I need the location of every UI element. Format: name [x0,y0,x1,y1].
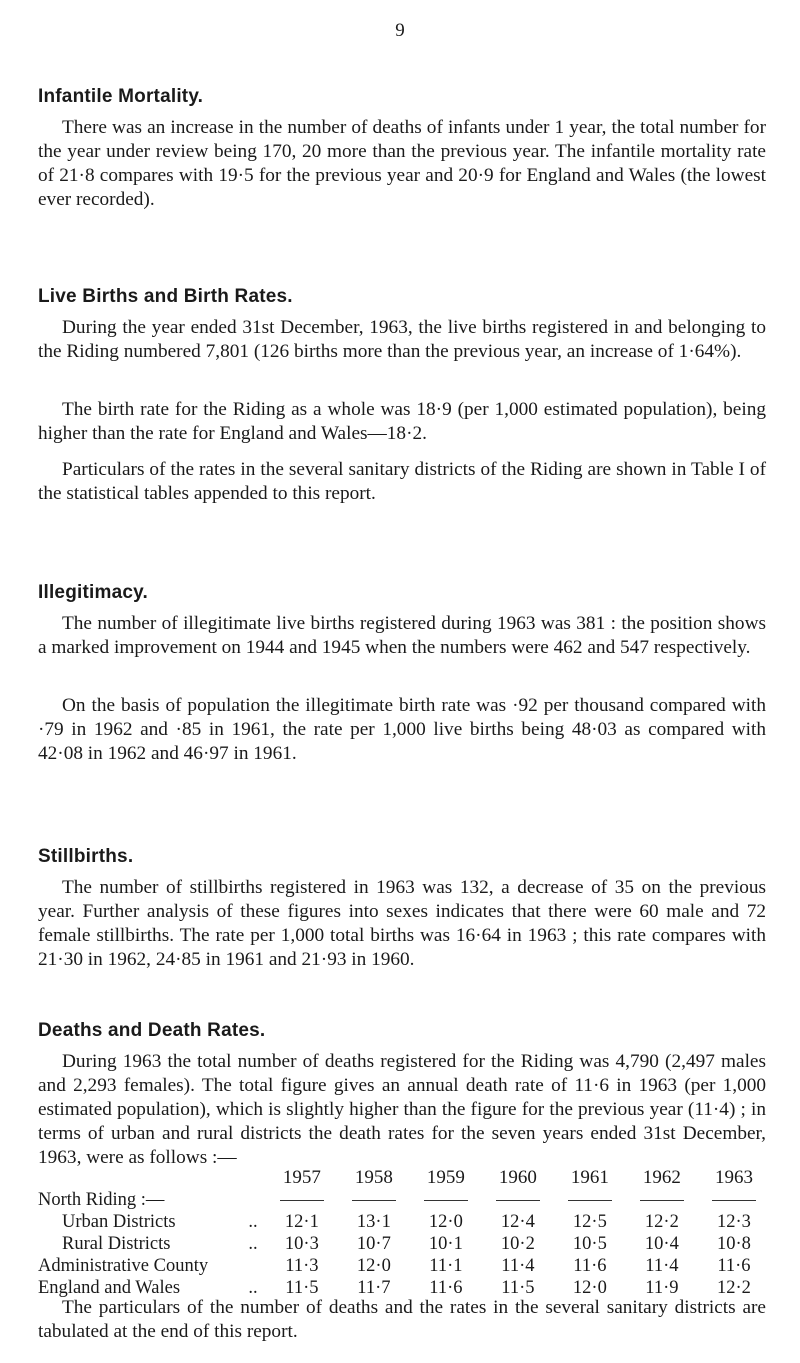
table-cell: 12·0 [572,1278,607,1298]
table-cell: 10·7 [356,1234,391,1254]
table-cell: 10·4 [644,1234,679,1254]
para-live-births-3: Particulars of the rates in the several sanitary districts of the Riding are shown in Table I of the statistical tables appended to this report. [38,459,766,504]
death-rates-table [38,1163,770,1299]
table-cell: 11·4 [501,1256,535,1276]
year-header: 1963 [714,1167,753,1188]
header-rule [482,1189,554,1211]
table-row [38,1211,770,1233]
table-cell: 10·1 [428,1234,463,1254]
table-cell: 12·1 [284,1212,319,1232]
para-stillbirths: The number of stillbirths registered in 1963 was 132, a decrease of 35 on the previous year. Further analysis of these figures into sexes indicates that there were 60 male and 72 female stillbirths. The rate per 1,000 total births was 16·64 in 1963 ; this rate compares with 21·30 in 1962, 24·85 in 1961 and 21·93 in 1960. [38,877,766,970]
table-cell: 12·2 [716,1278,751,1298]
heading-deaths: Deaths and Death Rates. [38,1020,266,1041]
row-leader: .. [248,1234,258,1254]
heading-illegitimacy: Illegitimacy. [38,582,148,603]
table-cell: 12·0 [356,1256,391,1276]
header-rule [266,1189,338,1211]
page-number: 9 [395,20,405,41]
header-rule [626,1189,698,1211]
para-deaths-2: The particulars of the number of deaths and the rates in the several sanitary districts are tabulated at the end of this report. [38,1297,766,1342]
row-label: England and Wales [38,1278,181,1298]
para-illegitimacy-2: On the basis of population the illegitimate birth rate was ·92 per thousand compared with ·79 in 1962 and ·85 in 1961, the rate per 1,000 live births being 48·03 as compared with 42·08 in 1962 and 46·97 in 1961. [38,695,766,764]
table-cell: 10·8 [716,1234,751,1254]
header-rule [410,1189,482,1211]
header-rule [554,1189,626,1211]
para-live-births-1: During the year ended 31st December, 1963, the live births registered in and belonging to the Riding numbered 7,801 (126 births more than the previous year, an increase of 1·64%). [38,317,766,362]
year-header: 1959 [426,1167,465,1188]
row-leader: .. [248,1212,258,1232]
heading-live-births: Live Births and Birth Rates. [38,286,293,307]
header-rule [338,1189,410,1211]
table-cell: 12·0 [428,1212,463,1232]
year-header: 1962 [642,1167,681,1188]
table-cell: 11·9 [645,1278,679,1298]
table-cell: 12·4 [500,1212,535,1232]
table-cell: 11·1 [429,1256,463,1276]
table-cell: 11·5 [501,1278,535,1298]
year-header: 1958 [354,1167,393,1188]
para-live-births-2: The birth rate for the Riding as a whole was 18·9 (per 1,000 estimated population), being higher than the rate for England and Wales—18·2. [38,399,766,444]
group-label: North Riding :— [38,1190,165,1210]
year-header: 1961 [570,1167,609,1188]
heading-infantile-mortality: Infantile Mortality. [38,86,204,107]
table-group-row [38,1189,770,1211]
table-cell: 10·3 [284,1234,319,1254]
table-cell: 11·3 [285,1256,319,1276]
table-cell: 12·3 [716,1212,751,1232]
para-deaths-1: During 1963 the total number of deaths registered for the Riding was 4,790 (2,497 males and 2,293 females). The total figure gives an annual death rate of 11·6 in 1963 (per 1,000 estimated population), which is slightly higher than the figure for the previous year (11·4) ; in terms of urban and rural districts the death rates for the seven years ended 31st December, 1963, were as follows :— [38,1051,766,1168]
row-label: Urban Districts [62,1212,176,1232]
row-label: Administrative County [38,1256,209,1276]
table-cell: 11·6 [573,1256,607,1276]
row-label: Rural Districts [62,1234,171,1254]
year-header: 1960 [498,1167,537,1188]
para-infantile-mortality: There was an increase in the number of deaths of infants under 1 year, the total number for the year under review being 170, 20 more than the previous year. The infantile mortality rate of 21·8 compares with 19·5 for the previous year and 20·9 for England and Wales (the lowest ever recorded). [38,117,766,210]
table-cell: 12·2 [644,1212,679,1232]
table-cell: 11·7 [357,1278,391,1298]
table-cell: 11·6 [429,1278,463,1298]
table-header-row [38,1163,770,1189]
table-cell: 12·5 [572,1212,607,1232]
table-row [38,1255,770,1277]
table-cell: 13·1 [356,1212,391,1232]
table-cell: 10·2 [500,1234,535,1254]
table-cell: 11·6 [717,1256,751,1276]
year-header: 1957 [282,1167,321,1188]
heading-stillbirths: Stillbirths. [38,846,134,867]
table-cell: 10·5 [572,1234,607,1254]
table-cell: 11·5 [285,1278,319,1298]
table-cell: 11·4 [645,1256,679,1276]
table-row [38,1233,770,1255]
row-leader: .. [248,1278,258,1298]
para-illegitimacy-1: The number of illegitimate live births registered during 1963 was 381 : the position shows a marked improvement on 1944 and 1945 when the numbers were 462 and 547 respectively. [38,613,766,658]
header-rule [698,1189,770,1211]
